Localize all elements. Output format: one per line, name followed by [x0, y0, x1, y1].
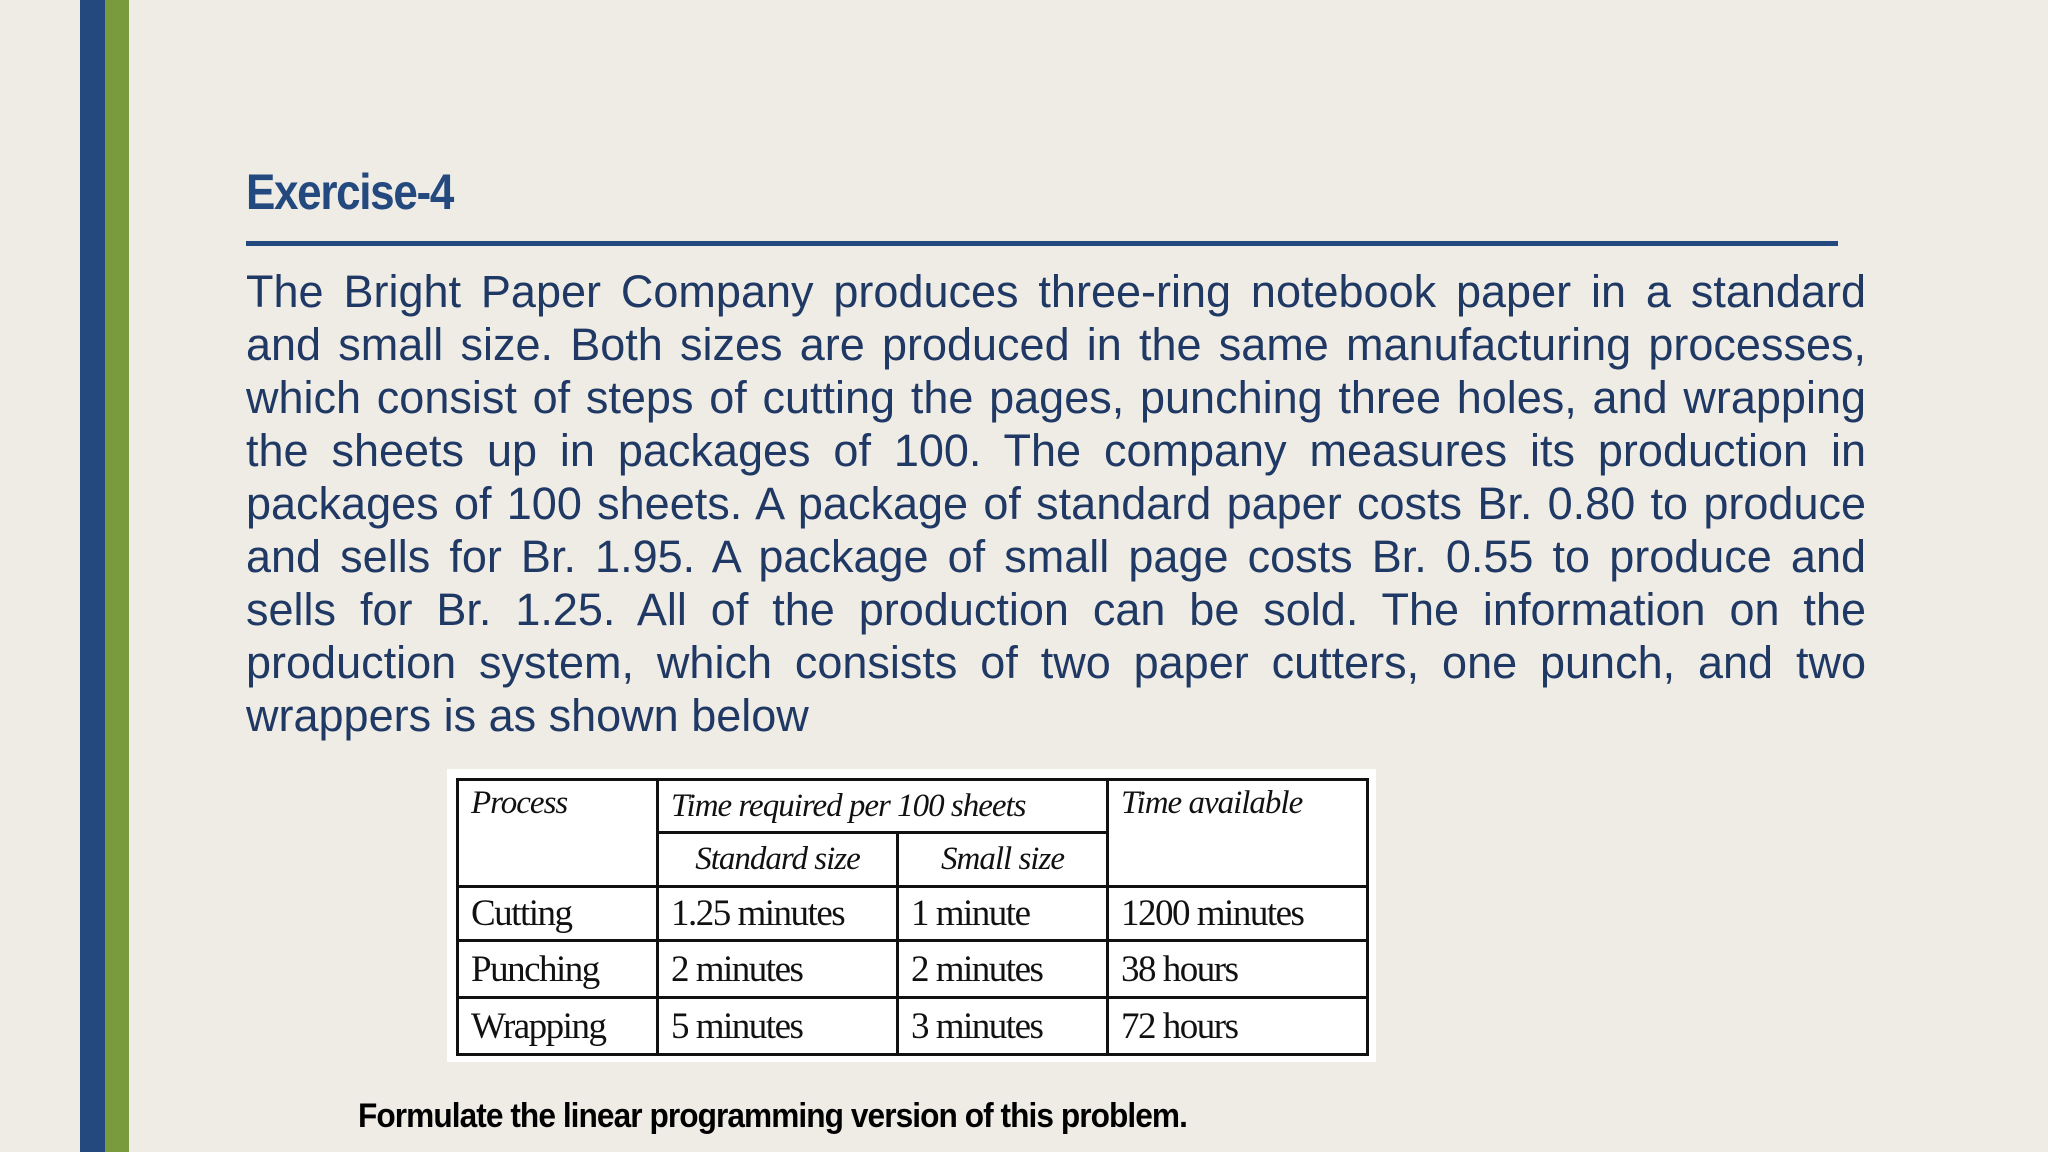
slide-title: Exercise-4: [246, 164, 453, 220]
cell-standard: 1.25 minutes: [658, 887, 898, 941]
cell-available: 1200 minutes: [1108, 887, 1368, 941]
header-time-available: Time available: [1108, 780, 1368, 887]
header-small-size: Small size: [898, 833, 1108, 887]
cell-process: Cutting: [458, 887, 658, 941]
table-row: [458, 887, 1368, 941]
header-process: Process: [458, 780, 658, 887]
instruction-text: Formulate the linear programming version of this problem.: [358, 1097, 1187, 1135]
cell-small: 2 minutes: [898, 941, 1108, 998]
header-time-required: Time required per 100 sheets: [658, 780, 1108, 833]
cell-available: 38 hours: [1108, 941, 1368, 998]
left-accent-bar-blue: [80, 0, 105, 1152]
cell-standard: 5 minutes: [658, 998, 898, 1055]
cell-process: Punching: [458, 941, 658, 998]
header-standard-size: Standard size: [658, 833, 898, 887]
cell-standard: 2 minutes: [658, 941, 898, 998]
table-row: [458, 998, 1368, 1055]
cell-available: 72 hours: [1108, 998, 1368, 1055]
title-underline: [246, 241, 1838, 246]
table-row: [458, 941, 1368, 998]
cell-small: 3 minutes: [898, 998, 1108, 1055]
cell-process: Wrapping: [458, 998, 658, 1055]
cell-small: 1 minute: [898, 887, 1108, 941]
process-table-image: [447, 769, 1376, 1062]
process-table: [456, 778, 1369, 1056]
problem-paragraph: The Bright Paper Company produces three-ring notebook paper in a standard and small size. Both sizes are produced in the same manufacturing processes, which consist of steps of cutting the pages, punching three holes, and wrapping the sheets up in packages of 100. The company measures its production in packages of 100 sheets. A package of standard paper costs Br. 0.80 to produce and sells for Br. 1.95. A package of small page costs Br. 0.55 to produce and sells for Br. 1.25. All of the production can be sold. The information on the production system, which consists of two paper cutters, one punch, and two wrappers is as shown below: [246, 266, 1866, 741]
left-accent-bar-green: [105, 0, 129, 1152]
